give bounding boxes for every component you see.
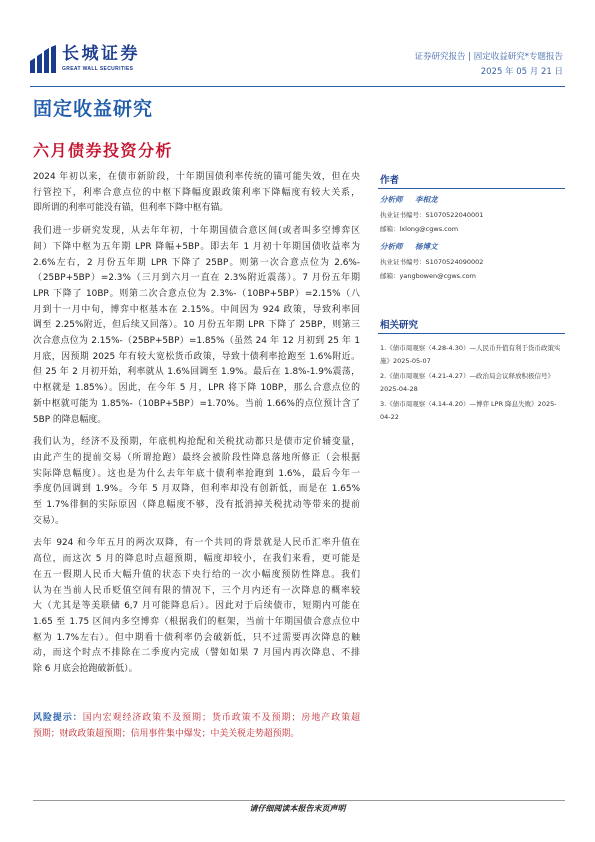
risk-line	[33, 711, 360, 727]
sidebar	[378, 0, 565, 842]
body-line: （25BP+5BP）=2.3%（三月到六月一直在 2.3%附近震荡）。7 月份五年期	[33, 273, 360, 284]
body-line: 实际降息幅度）。这也是为什么去年年底十债利率抢跑到 1.6%，最后今年一	[33, 468, 360, 479]
body-line: 除 6 月底会抢跑破新低）。	[33, 664, 138, 675]
company-logo-english: GREAT WALL SECURITIES	[62, 66, 134, 72]
company-logo-name: 长城证券	[62, 44, 140, 64]
author-email: 邮箱：yangbowen@cgws.com	[380, 272, 476, 280]
body-line: 高位，而这次 5 月的降息时点超预期，幅度却较小，在我们来看，更可能是	[33, 554, 360, 565]
body-line: 新中枢就可能为 1.85%-（10BP+5BP）=1.70%。当前 1.66%的点位预计含了	[33, 398, 360, 409]
author-name: 李相龙	[415, 195, 438, 204]
report-type: 证券研究报告 | 固定收益研究*专题报告	[414, 52, 563, 62]
author-cert: 执业证书编号：S1070522040001	[380, 211, 484, 219]
body-paragraph	[33, 224, 360, 428]
body-line: 我们进一步研究发现，从去年年初，十年期国债合意区间(或者叫多空博弈区	[33, 226, 360, 237]
page-title: 固定收益研究	[33, 98, 154, 120]
body-line: 由此产生的提前交易（所谓抢跑）最终会被阶段性降息落地所修正（会根据	[33, 452, 360, 463]
body-line: 间）下降中枢为五年期 LPR 降幅+5BP。即去年 1 月初十年期国债收益率为	[33, 241, 360, 252]
footer-divider	[33, 800, 565, 801]
related-research-list	[380, 342, 563, 426]
author-name-row	[380, 241, 438, 252]
risk-text: 国内宏观经济政策不及预期；货币政策不及预期；房地产政策超	[82, 713, 361, 723]
body-line: 但 25 年 2 月初开始，利率就从 1.6%回调至 1.9%。最后在 1.8%-1.9%震荡，	[33, 367, 360, 378]
report-date: 2025 年 05 月 21 日	[480, 67, 563, 77]
body-line: 1.65 至 1.75 区间内多空博弈（根据我们的框架，当前十年期国债合意点位中	[33, 616, 360, 627]
report-subtitle: 六月债券投资分析	[33, 141, 174, 160]
author-name: 杨博文	[415, 242, 438, 251]
related-research-item: 1.《债市周观察（4.28-4.30）—人民币升值有利于货币政策实施》2025-05-07	[380, 344, 561, 365]
body-paragraph	[33, 536, 360, 677]
body-line: 在五一假期人民币大幅升值的状态下央行给的一次小幅度预防性降息。我们	[33, 569, 360, 580]
great-wall-logo-icon	[30, 45, 57, 73]
author-role: 分析师	[380, 242, 403, 251]
body-line: LPR 下降了 10BP。则第二次合意点位为 2.3%-（10BP+5BP）=2.15%（八	[33, 288, 360, 299]
body-line: 月到十一月中旬，博弈中枢基本在 2.15%。中间因为 924 政策，导致利率回	[33, 304, 360, 315]
author-role: 分析师	[380, 195, 403, 204]
related-research-item: 2.《债市周观察（4.21-4.27）—政治局会议释放积极信号》2025-04-28	[380, 372, 554, 393]
body-line: 动，而这个时点不排除在二季度内完成（譬如如果 7 月国内再次降息、不排	[33, 648, 360, 659]
body-line: 中枢就是 1.85%）。因此，在今年 5 月，LPR 将下降 10BP，那么合意点位的	[33, 383, 360, 394]
body-line: 调至 2.25%附近，但后续又回落）。10 月份五年期 LPR 下降了 25BP，则第三	[33, 320, 360, 331]
related-research-heading: 相关研究	[378, 319, 565, 334]
body-line: 枢为 1.7%左右）。但中期看十债利率仍会破新低，只不过需要再次降息的触	[33, 632, 360, 643]
body-line: 认为在当前人民币贬值空间有限的情况下，三个月内还有一次降息的概率较	[33, 585, 360, 596]
author-email: 邮箱：lxlong@cgws.com	[380, 225, 459, 233]
body-line: 2024 年初以来，在债市新阶段，十年期国债利率传统的锚可能失效，但在央	[33, 172, 360, 182]
body-paragraph	[33, 435, 360, 529]
body-line: 至 1.7%徘徊的实际原因（降息幅度不够，没有抵消掉关税扰动等带来的提前	[33, 500, 360, 511]
body-line: 行管控下，利率合意点位的中枢下降幅度跟政策利率下降幅度有较大关系，	[33, 187, 360, 198]
body-line: 季度仍回调到 1.9%。今年 5 月双降，但利率却没有创新低，而是在 1.65%	[33, 484, 360, 495]
authors-heading: 作者	[378, 174, 565, 189]
body-line: 5BP 的降息幅度。	[33, 414, 107, 425]
body-line: 我们认为，经济不及预期，年底机构抢配和关税扰动都只是债市定价辅变量，	[33, 437, 360, 448]
body-paragraph	[33, 170, 360, 217]
body-line: 2.6%左右，2 月份五年期 LPR 下降了 25BP。则第一次合意点位为 2.6%-	[33, 257, 360, 268]
footer-disclaimer-note: 请仔细阅读本报告末页声明	[249, 804, 346, 813]
body-line: 去年 924 和今年五月的两次双降，有一个共同的背景就是人民币汇率升值在	[33, 538, 360, 549]
body-line: 次合意点位为 2.15%-（25BP+5BP）=1.85%（虽然 24 年 12 月初到 25 年 1	[33, 336, 360, 347]
risk-warning	[33, 711, 360, 742]
body-line: 月底，因预期 2025 年有较大宽松货币政策，导致十债利率抢跑至 1.6%附近。	[33, 351, 360, 362]
body-line: 大（尤其是等美联储 6,7 月可能降息后）。因此对于后续债市，短期内可能在	[33, 601, 360, 612]
report-body	[33, 170, 360, 685]
body-line: 交易）。	[33, 515, 65, 526]
risk-label: 风险提示：	[33, 713, 83, 723]
author-cert: 执业证书编号：S1070524090002	[380, 258, 484, 266]
risk-line: 预期；财政政策超预期；信用事件集中爆发；中美关税走势超预期。	[33, 728, 300, 739]
related-research-item: 3.《债市周观察（4.14-4.20）—博弈 LPR 降息失败》2025-04-22	[380, 400, 557, 421]
author-name-row	[380, 194, 438, 205]
body-line: 即所谓的利率可能没有锚，但利率下降中枢有锚。	[33, 203, 229, 214]
